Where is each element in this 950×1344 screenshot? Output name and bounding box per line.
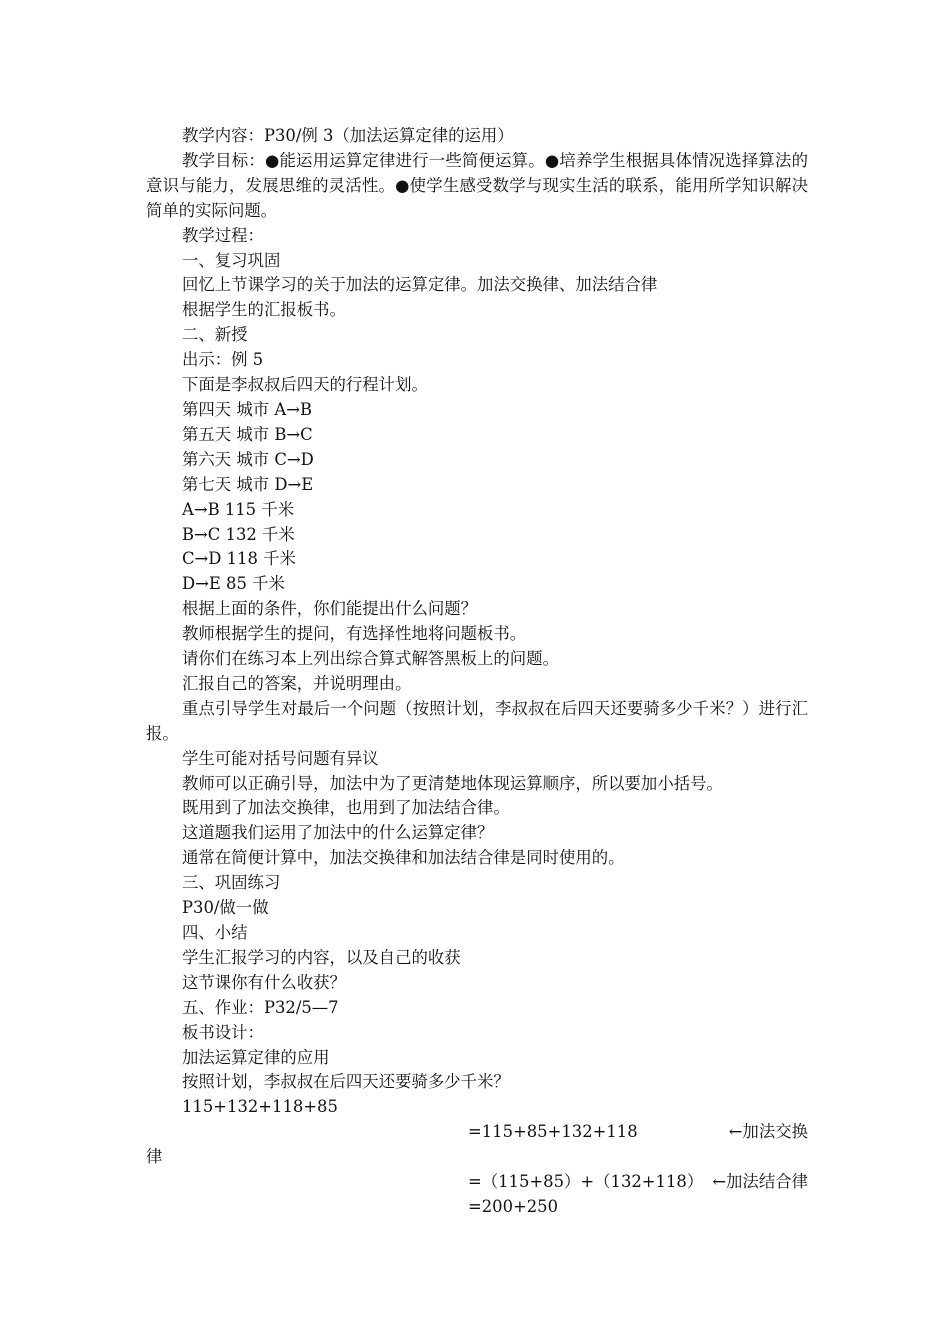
body-line: 请你们在练习本上列出综合算式解答黑板上的问题。 bbox=[182, 649, 559, 669]
body-line: 学生可能对括号问题有异议 bbox=[182, 748, 379, 768]
body-line: 汇报自己的答案，并说明理由。 bbox=[182, 673, 412, 693]
section-summary-heading: 四、小结 bbox=[182, 923, 248, 942]
calc-annotation: ←加法交换 bbox=[728, 1122, 808, 1142]
review-line: 根据学生的汇报板书。 bbox=[182, 300, 346, 320]
teaching-content: 教学内容：P30/例 3（加法运算定律的运用） bbox=[182, 126, 514, 145]
section-new-heading: 二、新授 bbox=[182, 325, 248, 345]
board-expression: 115+132+118+85 bbox=[182, 1097, 338, 1117]
itinerary-line: 第六天 城市 C→D bbox=[182, 449, 314, 469]
review-line: 回忆上节课学习的关于加法的运算定律。加法交换律、加法结合律 bbox=[182, 275, 658, 295]
section-review-heading: 一、复习巩固 bbox=[182, 250, 281, 270]
document-body bbox=[146, 124, 808, 1220]
body-line: 教师可以正确引导，加法中为了更清楚地体现运算顺序，所以要加小括号。 bbox=[182, 773, 723, 793]
example-title: 出示：例 5 bbox=[182, 350, 264, 370]
itinerary-line: 第七天 城市 D→E bbox=[182, 474, 314, 494]
summary-line: 这节课你有什么收获？ bbox=[182, 972, 346, 992]
body-line: 教师根据学生的提问，有选择性地将问题板书。 bbox=[182, 624, 527, 644]
calc-annotation: ←加法结合律 bbox=[712, 1172, 808, 1192]
body-paragraph: 重点引导学生对最后一个问题（按照计划，李叔叔在后四天还要骑多少千米？）进行汇报。 bbox=[146, 698, 808, 743]
body-line: 既用到了加法交换律，也用到了加法结合律。 bbox=[182, 798, 510, 818]
plan-intro: 下面是李叔叔后四天的行程计划。 bbox=[182, 375, 428, 395]
board-question: 按照计划，李叔叔在后四天还要骑多少千米？ bbox=[182, 1072, 510, 1092]
itinerary-line: 第五天 城市 B→C bbox=[182, 424, 313, 444]
teaching-goals: 教学目标：●能运用运算定律进行一些简便运算。●培养学生根据具体情况选择算法的意识与能力，发展思维的灵活性。●使学生感受数学与现实生活的联系，能用所学知识解决简单的实际问题。 bbox=[146, 150, 808, 220]
calc-step bbox=[146, 1120, 808, 1145]
teaching-process-heading: 教学过程： bbox=[182, 225, 264, 245]
section-practice-heading: 三、巩固练习 bbox=[182, 873, 281, 893]
calc-step bbox=[146, 1195, 808, 1220]
calc-equation: =200+250 bbox=[468, 1196, 559, 1216]
distance-line: C→D 118 千米 bbox=[182, 549, 296, 569]
practice-line: P30/做一做 bbox=[182, 898, 269, 918]
summary-line: 学生汇报学习的内容，以及自己的收获 bbox=[182, 947, 461, 967]
calc-equation: =115+85+132+118 bbox=[468, 1122, 638, 1142]
calc-step bbox=[146, 1170, 808, 1195]
calc-equation: =（115+85）+（132+118） bbox=[468, 1172, 704, 1192]
distance-line: D→E 85 千米 bbox=[182, 574, 285, 594]
itinerary-line: 第四天 城市 A→B bbox=[182, 399, 312, 419]
distance-line: B→C 132 千米 bbox=[182, 524, 295, 544]
distance-line: A→B 115 千米 bbox=[182, 499, 295, 519]
body-line: 通常在简便计算中，加法交换律和加法结合律是同时使用的。 bbox=[182, 848, 625, 868]
section-homework-heading: 五、作业：P32/5—7 bbox=[182, 997, 339, 1017]
calc-annotation-overflow: 律 bbox=[146, 1147, 163, 1167]
board-design-heading: 板书设计： bbox=[182, 1022, 264, 1042]
body-line: 根据上面的条件，你们能提出什么问题？ bbox=[182, 599, 478, 619]
body-line: 这道题我们运用了加法中的什么运算定律？ bbox=[182, 823, 494, 843]
board-title: 加法运算定律的应用 bbox=[182, 1047, 330, 1067]
